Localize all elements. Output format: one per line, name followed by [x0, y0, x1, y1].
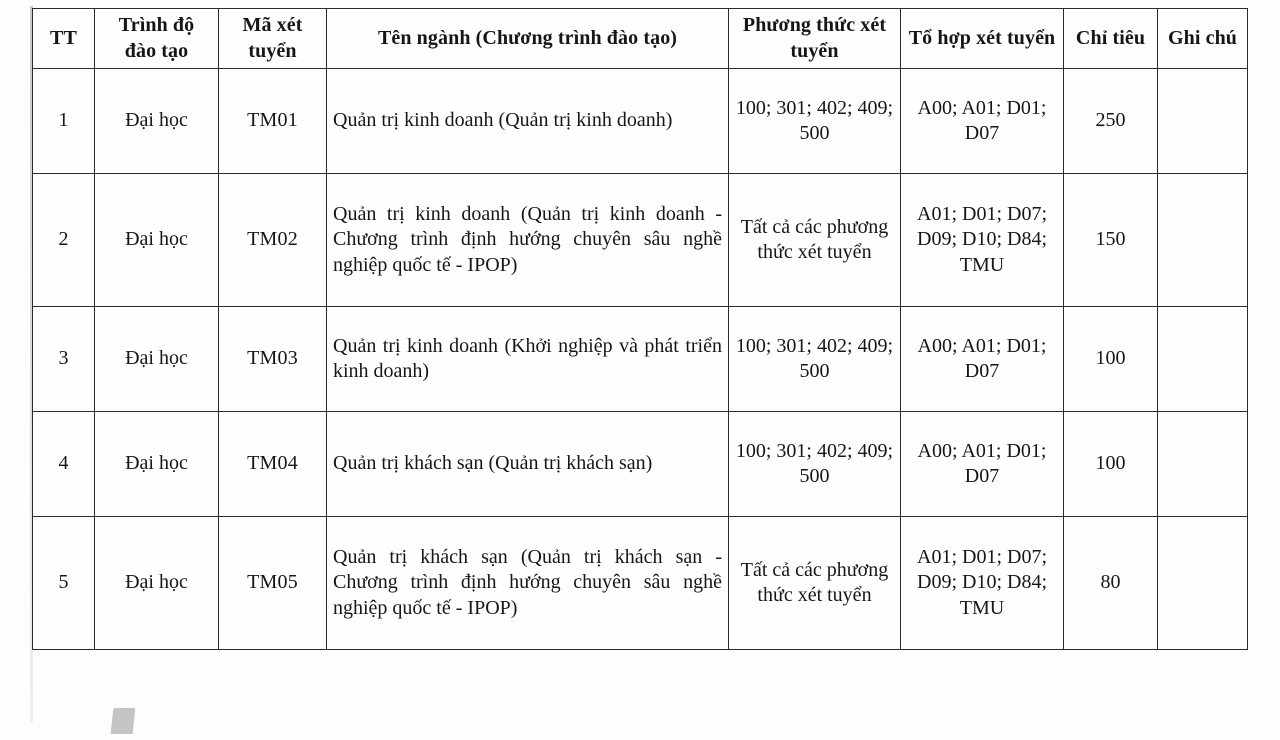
- cell-combination: A01; D01; D07; D09; D10; D84; TMU: [901, 517, 1064, 650]
- cell-quota: 100: [1064, 412, 1158, 517]
- cell-method: Tất cả các phương thức xét tuyển: [729, 517, 901, 650]
- table-row: [33, 69, 1248, 174]
- cell-code: TM02: [219, 174, 327, 307]
- cell-combination: A00; A01; D01; D07: [901, 69, 1064, 174]
- table-row: [33, 517, 1248, 650]
- admissions-table: [32, 8, 1248, 650]
- cell-method: 100; 301; 402; 409; 500: [729, 412, 901, 517]
- cell-note: [1158, 174, 1248, 307]
- cell-level: Đại học: [95, 412, 219, 517]
- cell-major: Quản trị khách sạn (Quản trị khách sạn - Chương trình định hướng chuyên sâu nghề nghiệp quốc tế - IPOP): [327, 517, 729, 650]
- column-header-note: Ghi chú: [1158, 9, 1248, 69]
- cell-method: 100; 301; 402; 409; 500: [729, 69, 901, 174]
- table-row: [33, 174, 1248, 307]
- cell-level: Đại học: [95, 517, 219, 650]
- cell-quota: 150: [1064, 174, 1158, 307]
- cell-tt: 2: [33, 174, 95, 307]
- cell-combination: A01; D01; D07; D09; D10; D84; TMU: [901, 174, 1064, 307]
- cell-combination: A00; A01; D01; D07: [901, 412, 1064, 517]
- column-header-tt: TT: [33, 9, 95, 69]
- cell-code: TM01: [219, 69, 327, 174]
- cell-level: Đại học: [95, 174, 219, 307]
- column-header-combination: Tổ hợp xét tuyển: [901, 9, 1064, 69]
- cell-tt: 1: [33, 69, 95, 174]
- cell-major: Quản trị khách sạn (Quản trị khách sạn): [327, 412, 729, 517]
- cell-code: TM05: [219, 517, 327, 650]
- cell-code: TM04: [219, 412, 327, 517]
- table-row: [33, 412, 1248, 517]
- column-header-major: Tên ngành (Chương trình đào tạo): [327, 9, 729, 69]
- cell-note: [1158, 307, 1248, 412]
- cell-method: Tất cả các phương thức xét tuyển: [729, 174, 901, 307]
- cell-note: [1158, 412, 1248, 517]
- cell-note: [1158, 517, 1248, 650]
- admissions-table-container: [32, 8, 1247, 650]
- column-header-quota: Chỉ tiêu: [1064, 9, 1158, 69]
- table-header: [33, 9, 1248, 69]
- cell-tt: 4: [33, 412, 95, 517]
- cell-major: Quản trị kinh doanh (Khởi nghiệp và phát triển kinh doanh): [327, 307, 729, 412]
- table-body: [33, 69, 1248, 650]
- column-header-level: Trình độ đào tạo: [95, 9, 219, 69]
- cell-major: Quản trị kinh doanh (Quản trị kinh doanh): [327, 69, 729, 174]
- cell-note: [1158, 69, 1248, 174]
- table-row: [33, 307, 1248, 412]
- cell-code: TM03: [219, 307, 327, 412]
- cell-quota: 80: [1064, 517, 1158, 650]
- cell-method: 100; 301; 402; 409; 500: [729, 307, 901, 412]
- scan-smudge-artifact: [111, 708, 136, 734]
- cell-combination: A00; A01; D01; D07: [901, 307, 1064, 412]
- cell-quota: 100: [1064, 307, 1158, 412]
- cell-level: Đại học: [95, 69, 219, 174]
- cell-tt: 5: [33, 517, 95, 650]
- cell-tt: 3: [33, 307, 95, 412]
- column-header-code: Mã xét tuyển: [219, 9, 327, 69]
- table-header-row: [33, 9, 1248, 69]
- cell-major: Quản trị kinh doanh (Quản trị kinh doanh - Chương trình định hướng chuyên sâu nghề nghiệp quốc tế - IPOP): [327, 174, 729, 307]
- cell-quota: 250: [1064, 69, 1158, 174]
- column-header-method: Phương thức xét tuyển: [729, 9, 901, 69]
- cell-level: Đại học: [95, 307, 219, 412]
